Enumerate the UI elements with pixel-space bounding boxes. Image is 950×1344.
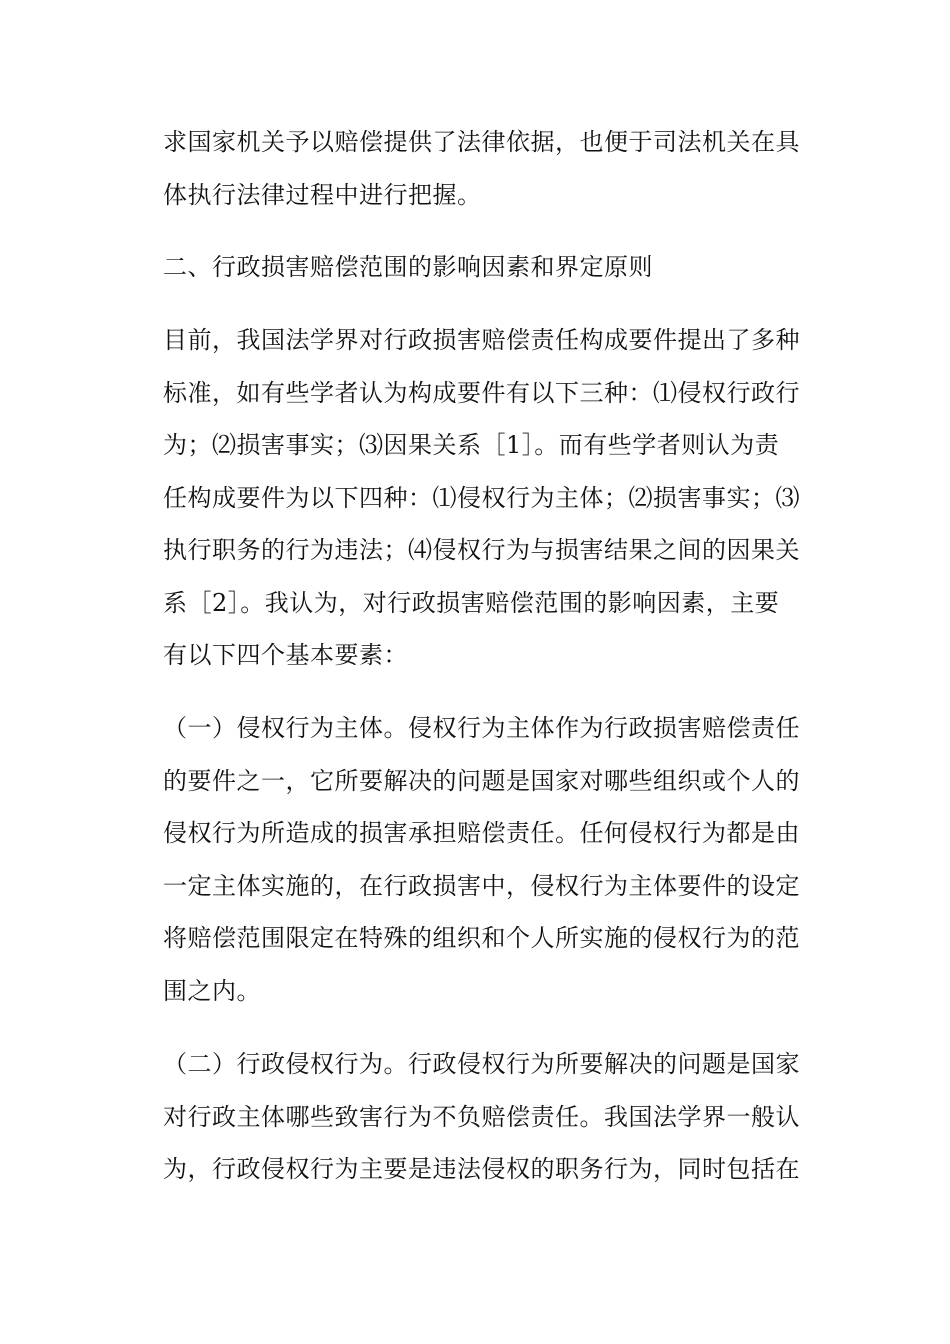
text-line: 为；⑵损害事实；⑶因果关系［1］。而有些学者则认为责 xyxy=(163,431,780,459)
text-line: 对行政主体哪些致害行为不负赔偿责任。我国法学界一般认 xyxy=(163,1102,800,1131)
text-line: （一）侵权行为主体。侵权行为主体作为行政损害赔偿责任 xyxy=(163,714,800,742)
text-line: 有以下四个基本要素： xyxy=(163,641,408,669)
text-line: 标准，如有些学者认为构成要件有以下三种：⑴侵权行政行 xyxy=(163,378,800,407)
text-line: 一定主体实施的，在行政损害中，侵权行为主体要件的设定 xyxy=(163,871,800,900)
text-line: 执行职务的行为违法；⑷侵权行为与损害结果之间的因果关 xyxy=(163,536,800,564)
text-line: （二）行政侵权行为。行政侵权行为所要解决的问题是国家 xyxy=(163,1050,800,1078)
text-line: 求国家机关予以赔偿提供了法律依据，也便于司法机关在具 xyxy=(163,128,800,156)
text-line: 围之内。 xyxy=(163,976,261,1005)
paragraph-administrative-infringement xyxy=(163,1038,800,1196)
paragraph-continuation xyxy=(163,116,800,221)
paragraph-elements-intro xyxy=(163,314,800,682)
paragraph-infringement-subject xyxy=(163,702,800,1017)
text-line: 系［2］。我认为，对行政损害赔偿范围的影响因素，主要 xyxy=(163,588,780,617)
text-line: 目前，我国法学界对行政损害赔偿责任构成要件提出了多种 xyxy=(163,326,800,354)
text-line: 任构成要件为以下四种：⑴侵权行为主体；⑵损害事实；⑶ xyxy=(163,483,800,512)
section-heading xyxy=(163,241,793,294)
text-line: 将赔偿范围限定在特殊的组织和个人所实施的侵权行为的范 xyxy=(163,924,800,952)
heading-text: 二、行政损害赔偿范围的影响因素和界定原则 xyxy=(163,253,653,281)
text-line: 侵权行为所造成的损害承担赔偿责任。任何侵权行为都是由 xyxy=(163,819,800,847)
text-line: 的要件之一，它所要解决的问题是国家对哪些组织或个人的 xyxy=(163,766,800,795)
text-line: 体执行法律过程中进行把握。 xyxy=(163,180,482,209)
text-line: 为，行政侵权行为主要是违法侵权的职务行为，同时包括在 xyxy=(163,1155,800,1183)
